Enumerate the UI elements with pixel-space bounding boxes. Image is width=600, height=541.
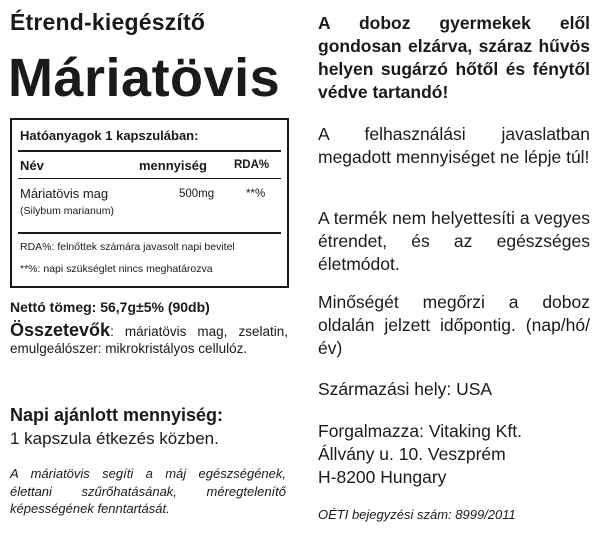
footnote-not-defined: **%: napi szükséglet nincs meghatározva — [20, 263, 213, 275]
health-claim: A máriatövis segíti a máj egészségének, élettani szűrőhatásának, méregtelenítő képességének fenntartását. — [10, 466, 286, 516]
product-title: Máriatövis — [8, 48, 281, 108]
best-before-notice: Minőségét megőrzi a doboz oldalán jelzett időpontig. (nap/hó/év) — [318, 292, 590, 358]
column-header-amount: mennyiség — [139, 158, 207, 173]
net-weight: Nettó tömeg: 56,7g±5% (90db) — [10, 299, 210, 315]
dosage-warning: A felhasználási javaslatban megadott mennyiséget ne lépje túl! — [318, 124, 590, 167]
ingredient-rda: **% — [246, 188, 266, 200]
footnote-rda: RDA%: felnőttek számára javasolt napi bevitel — [20, 241, 235, 253]
registration-number: OÉTI bejegyzési szám: 8999/2011 — [318, 507, 516, 522]
diet-notice: A termék nem helyettesíti a vegyes étrendet, és az egészséges életmódot. — [318, 208, 590, 274]
table-heading: Hatóanyagok 1 kapszulában: — [20, 128, 199, 143]
storage-warning: A doboz gyermekek elől gondosan elzárva, száraz hűvös helyen sugárzó hőtől és fénytől védve tartandó! — [318, 13, 590, 102]
table-divider — [18, 232, 281, 234]
origin: Származási hely: USA — [318, 379, 493, 399]
distributor-name: Forgalmazza: Vitaking Kft. — [318, 421, 522, 441]
table-divider — [18, 150, 281, 152]
distributor-country: H-8200 Hungary — [318, 467, 447, 487]
ingredient-name: Máriatövis mag — [20, 186, 109, 201]
ingredient-latin-name: (Silybum marianum) — [20, 205, 114, 217]
distributor-address: Állvány u. 10. Veszprém — [318, 444, 506, 464]
product-category: Étrend-kiegészítő — [10, 9, 206, 35]
active-ingredients-table — [10, 118, 289, 288]
dosage-heading: Napi ajánlott mennyiség: — [10, 405, 224, 425]
ingredients-section — [10, 322, 288, 357]
ingredients-text: : máriatövis mag, zselatin, emulgeálószer: mikrokristályos cellulóz. — [10, 324, 288, 356]
table-divider — [18, 178, 281, 179]
column-header-rda: RDA% — [234, 159, 270, 171]
dosage-text: 1 kapszula étkezés közben. — [10, 429, 219, 448]
column-header-name: Név — [20, 158, 44, 173]
ingredient-amount: 500mg — [179, 188, 215, 200]
ingredients-label: Összetevők — [10, 320, 111, 340]
